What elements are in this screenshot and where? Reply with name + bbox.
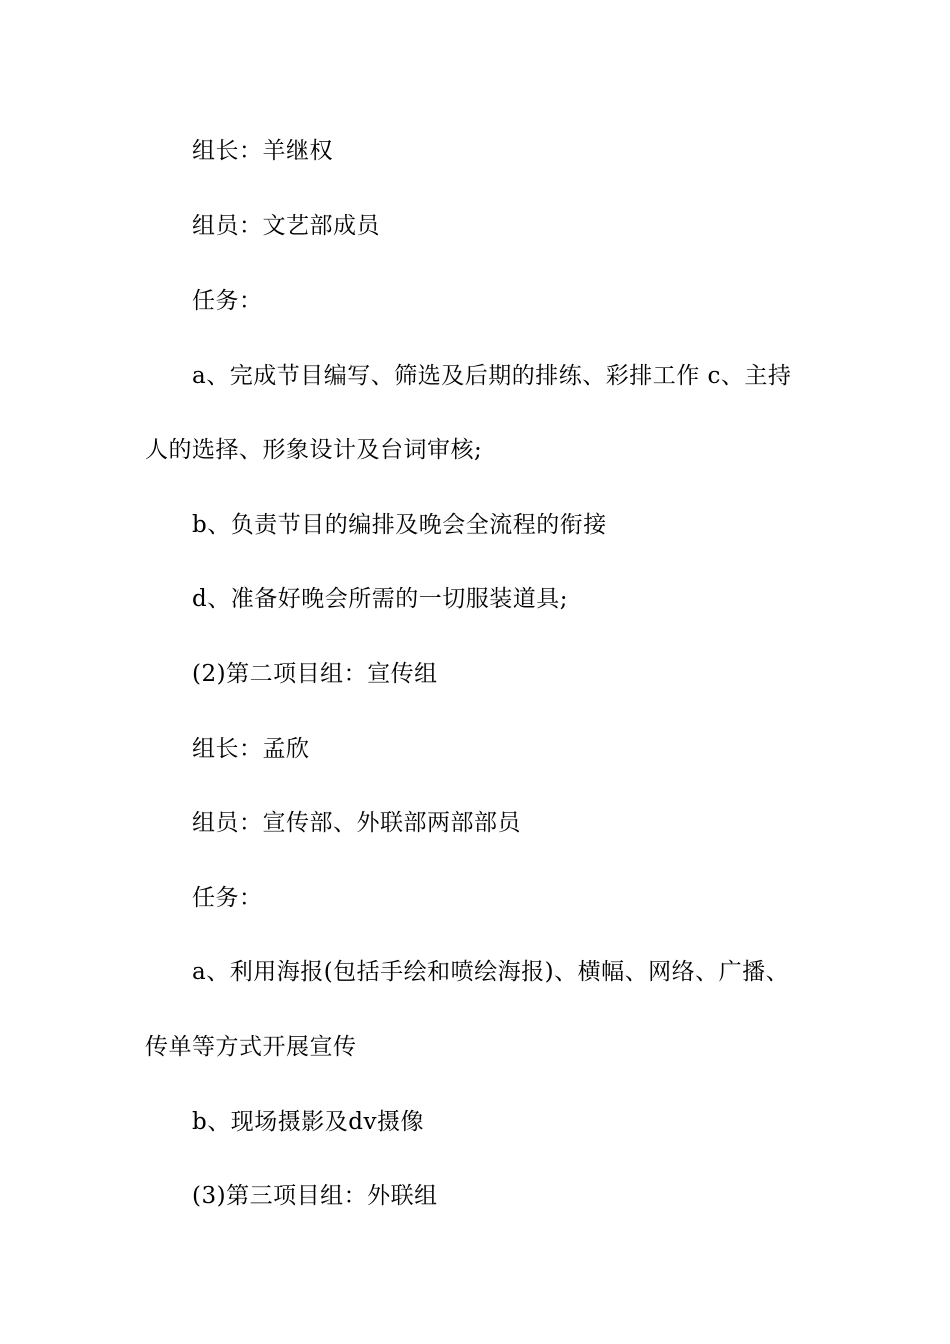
task-heading-2: 任务： xyxy=(192,885,263,911)
task-item-a-1: a、完成节目编写、筛选及后期的排练、彩排工作 c、主持 xyxy=(192,363,792,389)
task-item-d-1: d、准备好晚会所需的一切服装道具; xyxy=(192,586,568,612)
team-leader-line-2: 组长：孟欣 xyxy=(192,736,310,762)
team-leader-line-1: 组长：羊继权 xyxy=(192,138,333,164)
section-heading-2: (2)第二项目组：宣传组 xyxy=(192,661,438,687)
task-heading-1: 任务： xyxy=(192,288,263,314)
task-item-a-1-continued: 人的选择、形象设计及台词审核; xyxy=(145,437,483,463)
section-heading-3: (3)第三项目组：外联组 xyxy=(192,1183,438,1209)
team-members-line-1: 组员：文艺部成员 xyxy=(192,213,380,239)
task-item-a-2-continued: 传单等方式开展宣传 xyxy=(145,1034,357,1060)
task-item-b-2: b、现场摄影及dv摄像 xyxy=(192,1109,424,1135)
task-item-a-2: a、利用海报(包括手绘和喷绘海报)、横幅、网络、广播、 xyxy=(192,959,790,985)
task-item-b-1: b、负责节目的编排及晚会全流程的衔接 xyxy=(192,512,607,538)
team-members-line-2: 组员：宣传部、外联部两部部员 xyxy=(192,810,521,836)
